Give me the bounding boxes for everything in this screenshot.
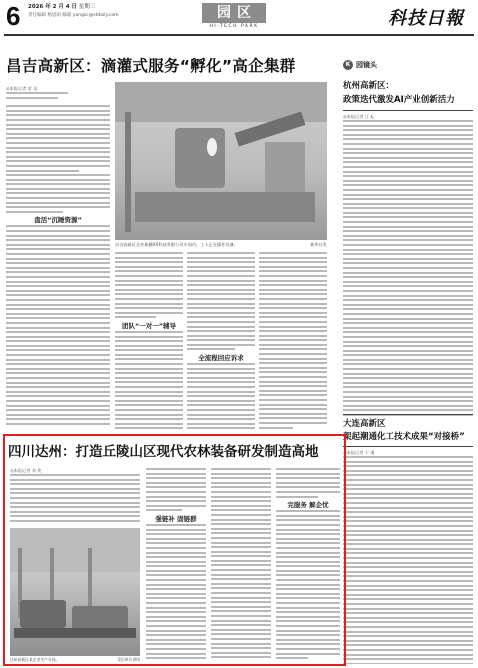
lead-subhead-3: 全流程回应诉求 (198, 354, 244, 363)
lead-byline: ◎本报记者 雷 迅 (6, 86, 38, 91)
lead-caption-text: 昌吉高新区企业新疆XX科技有限公司车间内，工人正在操作设备。 (115, 242, 238, 247)
lead-headline: 昌吉高新区：滴灌式服务“孵化”高企集群 (6, 57, 296, 75)
date: 2026 年 2 月 4 日 (28, 4, 78, 10)
editor-line: 责任编辑 杨思雨 邮箱 yangsc@stdaily.com (28, 13, 119, 18)
highlighted-headline: 四川达州：打造丘陵山区现代农林装备研发制造高地 (8, 444, 319, 460)
highlight-byline: ◎本报记者 刘 侠 (10, 468, 42, 473)
highlight-caption-text: 达州高新区某企业生产车间。 (10, 657, 60, 662)
sidebar-story-2-body (343, 450, 473, 664)
highlight-column-3 (211, 468, 271, 662)
section-subtitle: HI-TECH PARK (209, 24, 259, 29)
sidebar-tag-label: 园镜头 (356, 61, 377, 69)
page-number: 6 (6, 1, 21, 31)
newspaper-logo: 科技日報 (388, 8, 464, 29)
lead-column-4 (259, 252, 327, 430)
lead-photo (115, 82, 327, 240)
sidebar-tag-badge: K (343, 60, 353, 70)
highlight-photo (10, 528, 140, 656)
weekday: 星期三 (78, 4, 96, 10)
sidebar-rule-1 (343, 110, 473, 111)
sidebar-tag (343, 60, 377, 72)
lead-photo-credit: 新华社发 (310, 242, 327, 247)
date-line (28, 4, 95, 11)
sidebar-rule-3 (343, 446, 473, 447)
highlight-subhead-2: 完服务 解企忧 (287, 501, 329, 510)
sidebar-story-1-body (343, 114, 473, 416)
lead-subhead-2: 团队“一对一”辅导 (121, 321, 177, 330)
lead-column-3 (187, 252, 255, 430)
highlight-photo-credit: 受访单位供图 (117, 657, 140, 662)
highlight-column-4 (276, 468, 340, 662)
header-rule (4, 34, 474, 36)
sidebar-story-1-title: 政策迭代激发AI产业创新活力 (343, 95, 455, 105)
sidebar-rule-2 (343, 414, 473, 415)
lead-column-1 (6, 86, 110, 426)
highlight-column-2 (146, 468, 206, 662)
sidebar-story-2-region: 大连高新区 (343, 419, 386, 429)
highlight-column-1 (10, 468, 140, 526)
highlight-photo-caption (10, 657, 140, 662)
lead-column-2 (115, 252, 183, 430)
sidebar-story-2-byline: ◎本报记者 于 瑾 (343, 450, 375, 455)
lead-photo-caption (115, 242, 327, 248)
sidebar-story-2-title: 架起潮通化工技术成果“对接桥” (343, 432, 465, 442)
highlight-subhead-1: 强链补 固链群 (155, 514, 197, 523)
sidebar-story-1-region: 杭州高新区： (343, 81, 395, 91)
masthead (0, 0, 478, 44)
section-block (180, 2, 288, 30)
section-title: 园区 (202, 3, 266, 23)
sidebar-story-1-byline: ◎本报记者 江 耘 (343, 114, 375, 119)
lead-subhead-1: 盘活“沉睡资源” (34, 216, 82, 225)
